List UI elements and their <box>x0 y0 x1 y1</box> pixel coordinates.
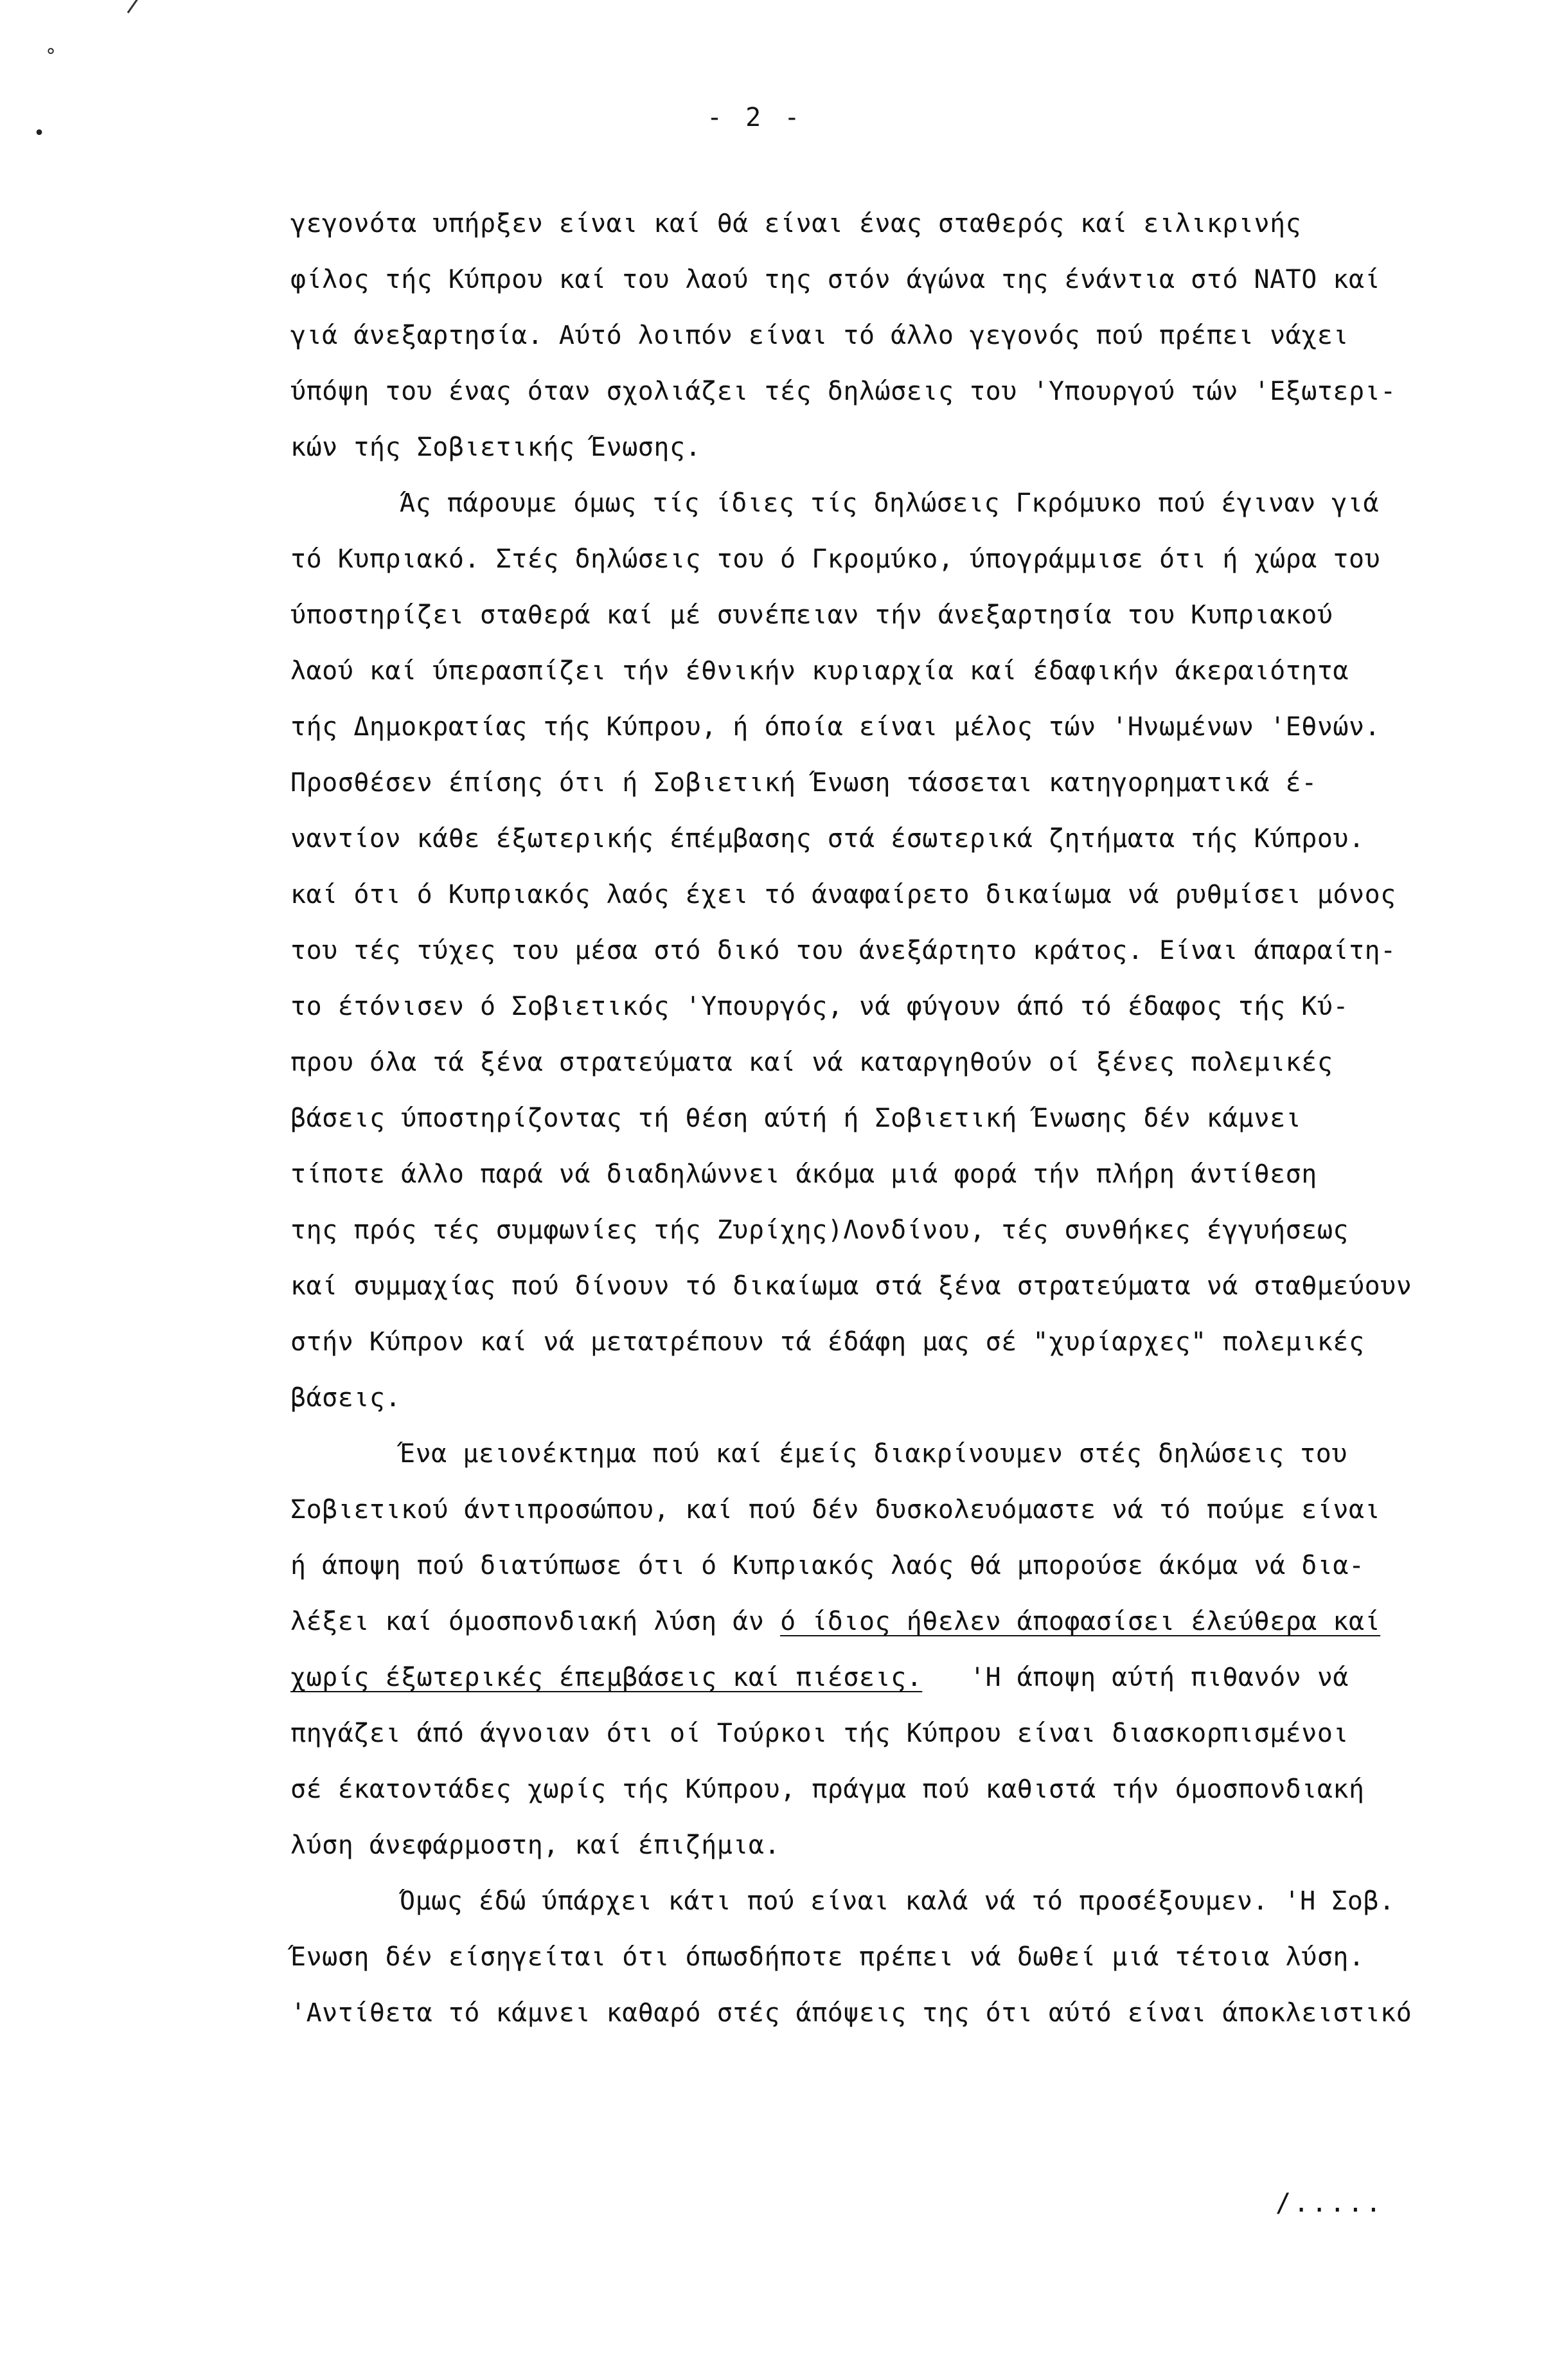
underlined-text: ό ίδιος ήθελεν άποφασίσει έλεύθερα καί <box>780 1607 1381 1636</box>
text-line: βάσεις ύποστηρίζοντας τή θέση αύτή ή Σοβιετική Ένωσης δέν κάμνει <box>290 1104 1302 1133</box>
text-line: του τές τύχες του μέσα στό δικό του άνεξάρτητο κράτος. Είναι άπαραίτη- <box>290 936 1396 965</box>
continuation-mark: /..... <box>1275 2188 1384 2218</box>
paragraph-start-line: Όμως έδώ ύπάρχει κάτι πού είναι καλά νά τό προσέξουμεν. 'Η Σοβ. <box>400 1886 1395 1916</box>
text-line: λύση άνεφάρμοστη, καί έπιζήμια. <box>290 1830 781 1860</box>
text-line: το έτόνισεν ό Σοβιετικός 'Υπουργός, νά φύγουν άπό τό έδαφος τής Κύ- <box>290 992 1349 1021</box>
text-line: Ένωση δέν είσηγείται ότι όπωσδήποτε πρέπει νά δωθεί μιά τέτοια λύση. <box>290 1942 1365 1972</box>
text-line: κών τής Σοβιετικής Ένωσης. <box>290 433 702 462</box>
text-line: στήν Κύπρον καί νά μετατρέπουν τά έδάφη μας σέ "χυρίαρχες" πολεμικές <box>290 1327 1365 1357</box>
text-line: ναντίον κάθε έξωτερικής έπέμβασης στά έσωτερικά ζητήματα τής Κύπρου. <box>290 824 1365 854</box>
text-line: 'Αντίθετα τό κάμνει καθαρό στές άπόψεις της ότι αύτό είναι άποκλειστικό <box>290 1998 1412 2028</box>
text-line: της πρός τές συμφωνίες τής Ζυρίχης)Λονδίνου, τές συνθήκες έγγυήσεως <box>290 1215 1349 1245</box>
text-line: γεγονότα υπήρξεν είναι καί θά είναι ένας σταθερός καί ειλικρινής <box>290 209 1302 238</box>
text-line: ή άποψη πού διατύπωσε ότι ό Κυπριακός λαός θά μπορούσε άκόμα νά δια- <box>290 1551 1365 1580</box>
page-number: - 2 - <box>707 103 804 132</box>
text-line: ύπόψη του ένας όταν σχολιάζει τές δηλώσεις του 'Υπουργού τών 'Εξωτερι- <box>290 377 1396 406</box>
text-line: τό Κυπριακό. Στές δηλώσεις του ό Γκρομύκο, ύπογράμμισε ότι ή χώρα του <box>290 544 1381 574</box>
text-line: καί ότι ό Κυπριακός λαός έχει τό άναφαίρετο δικαίωμα νά ρυθμίσει μόνος <box>290 880 1396 909</box>
stray-pen-mark <box>127 0 145 13</box>
text-line: ύποστηρίζει σταθερά καί μέ συνέπειαν τήν άνεξαρτησία του Κυπριακού <box>290 600 1333 630</box>
text-line: φίλος τής Κύπρου καί του λαού της στόν άγώνα της ένάντια στό ΝΑΤΟ καί <box>290 265 1381 294</box>
paragraph-start-line: Ένα μειονέκτημα πού καί έμείς διακρίνουμεν στές δηλώσεις του <box>400 1439 1347 1469</box>
text-line: γιά άνεξαρτησία. Αύτό λοιπόν είναι τό άλλο γεγονός πού πρέπει νάχει <box>290 321 1349 350</box>
text-line: Σοβιετικού άντιπροσώπου, καί πού δέν δυσκολευόμαστε νά τό πούμε είναι <box>290 1495 1381 1525</box>
text-line: πηγάζει άπό άγνοιαν ότι οί Τούρκοι τής Κύπρου είναι διασκορπισμένοι <box>290 1719 1349 1748</box>
text-segment: 'Η άποψη αύτή πιθανόν νά <box>970 1663 1349 1692</box>
text-line: βάσεις. <box>290 1383 402 1413</box>
text-line: λαού καί ύπερασπίζει τήν έθνικήν κυριαρχία καί έδαφικήν άκεραιότητα <box>290 656 1349 686</box>
text-line <box>290 1650 1531 1706</box>
document-body <box>290 196 1531 2041</box>
stray-mark-left: • <box>33 122 46 145</box>
text-line: πρου όλα τά ξένα στρατεύματα καί νά καταργηθούν οί ξένες πολεμικές <box>290 1048 1333 1077</box>
text-line: Προσθέσεν έπίσης ότι ή Σοβιετική Ένωση τάσσεται κατηγορηματικά έ- <box>290 768 1317 798</box>
text-line: τίποτε άλλο παρά νά διαδηλώννει άκόμα μιά φορά τήν πλήρη άντίθεση <box>290 1159 1317 1189</box>
text-line <box>290 1594 1531 1650</box>
text-line: καί συμμαχίας πού δίνουν τό δικαίωμα στά ξένα στρατεύματα νά σταθμεύουν <box>290 1271 1412 1301</box>
stray-mark-top: ° <box>45 45 57 67</box>
text-segment: λέξει καί όμοσπονδιακή λύση άν <box>290 1607 765 1636</box>
text-line: σέ έκατοντάδες χωρίς τής Κύπρου, πράγμα πού καθιστά τήν όμοσπονδιακή <box>290 1775 1365 1804</box>
text-line: τής Δημοκρατίας τής Κύπρου, ή όποία είναι μέλος τών 'Ηνωμένων 'Εθνών. <box>290 712 1381 742</box>
paragraph-start-line: Άς πάρουμε όμως τίς ίδιες τίς δηλώσεις Γκρόμυκο πού έγιναν γιά <box>400 488 1380 518</box>
underlined-text: χωρίς έξωτερικές έπεμβάσεις καί πιέσεις. <box>290 1663 923 1692</box>
